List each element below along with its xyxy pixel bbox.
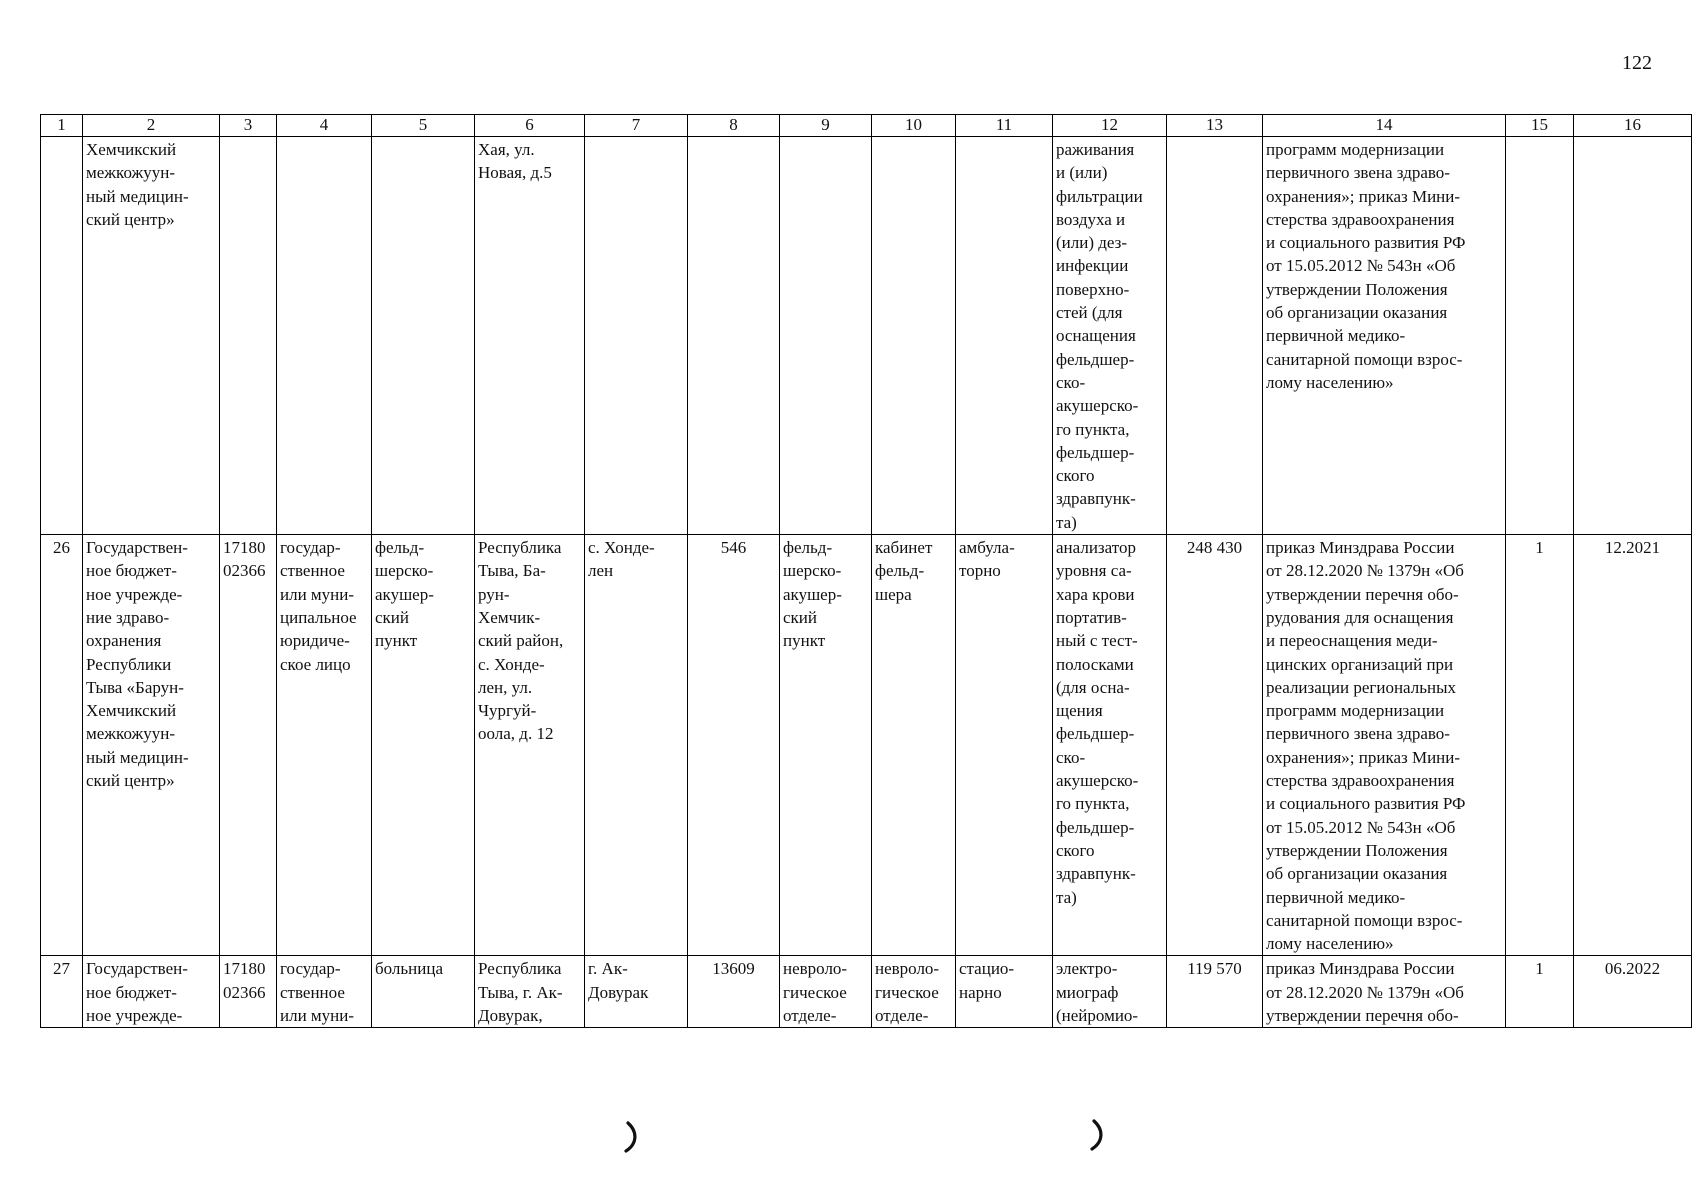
row-number: 27 xyxy=(41,956,83,1028)
column-number: 6 xyxy=(475,115,585,137)
column-number: 2 xyxy=(83,115,220,137)
ink-mark xyxy=(622,1120,642,1154)
date: 12.2021 xyxy=(1574,535,1692,956)
legal-form: государ- ственное или муни- ципальное юридиче- ское лицо xyxy=(277,535,372,956)
column-number: 14 xyxy=(1263,115,1506,137)
legal-form: государ- ственное или муни- xyxy=(277,956,372,1028)
quantity: 1 xyxy=(1506,535,1574,956)
care-condition: стацио- нарно xyxy=(956,956,1053,1028)
column-number: 10 xyxy=(872,115,956,137)
settlement xyxy=(585,137,688,535)
column-number: 1 xyxy=(41,115,83,137)
header-row xyxy=(41,115,1692,137)
column-number: 9 xyxy=(780,115,872,137)
column-number: 3 xyxy=(220,115,277,137)
column-number: 16 xyxy=(1574,115,1692,137)
registry-table xyxy=(40,114,1692,1028)
ink-mark xyxy=(1088,1118,1108,1152)
legal-form xyxy=(277,137,372,535)
settlement: г. Ак- Довурак xyxy=(585,956,688,1028)
column-number: 8 xyxy=(688,115,780,137)
room: невроло- гическое отделе- xyxy=(872,956,956,1028)
column-number: 15 xyxy=(1506,115,1574,137)
legal-basis: программ модернизации первичного звена здраво- охранения»; приказ Мини- стерства здравоохранения и социального развития РФ от 15.05.2012 № 543н «Об утверждении Положения об организации оказания первичной медико- санитарной помощи взрос- лому населению» xyxy=(1263,137,1506,535)
legal-basis: приказ Минздрава России от 28.12.2020 № 1379н «Об утверждении перечня обо- xyxy=(1263,956,1506,1028)
population: 13609 xyxy=(688,956,780,1028)
table-row xyxy=(41,956,1692,1028)
organization-code: 17180 02366 xyxy=(220,956,277,1028)
column-number: 11 xyxy=(956,115,1053,137)
legal-basis: приказ Минздрава России от 28.12.2020 № 1379н «Об утверждении перечня обо- рудования для оснащения и переоснащения меди- цинских организаций при реализации региональных программ модернизации первичного звена здраво- охранения»; приказ Мини- стерства здравоохранения и социального развития РФ от 15.05.2012 № 543н «Об утверждении Положения об организации оказания первичной медико- санитарной помощи взрос- лому населению» xyxy=(1263,535,1506,956)
address: Республика Тыва, Ба- рун- Хемчик- ский район, с. Хонде- лен, ул. Чургуй- оола, д. 12 xyxy=(475,535,585,956)
organization-code: 17180 02366 xyxy=(220,535,277,956)
equipment: электро- миограф (нейромио- xyxy=(1053,956,1167,1028)
unit: фельд- шерско- акушер- ский пункт xyxy=(780,535,872,956)
population: 546 xyxy=(688,535,780,956)
row-number: 26 xyxy=(41,535,83,956)
room: кабинет фельд- шера xyxy=(872,535,956,956)
care-condition xyxy=(956,137,1053,535)
table-row xyxy=(41,535,1692,956)
organization-code xyxy=(220,137,277,535)
quantity: 1 xyxy=(1506,956,1574,1028)
population xyxy=(688,137,780,535)
price xyxy=(1167,137,1263,535)
care-condition: амбула- торно xyxy=(956,535,1053,956)
address: Хая, ул. Новая, д.5 xyxy=(475,137,585,535)
column-number: 5 xyxy=(372,115,475,137)
table-row xyxy=(41,137,1692,535)
settlement: с. Хонде- лен xyxy=(585,535,688,956)
organization-name: Государствен- ное бюджет- ное учрежде- ние здраво- охранения Республики Тыва «Барун- Хемчикский межкожуун- ный медицин- ский центр» xyxy=(83,535,220,956)
unit xyxy=(780,137,872,535)
facility-type xyxy=(372,137,475,535)
equipment: анализатор уровня са- хара крови портатив- ный с тест- полосками (для осна- щения фельдшер- ско- акушерско- го пункта, фельдшер- ского здравпунк- та) xyxy=(1053,535,1167,956)
price: 248 430 xyxy=(1167,535,1263,956)
page-number: 122 xyxy=(1622,52,1652,74)
quantity xyxy=(1506,137,1574,535)
organization-name: Государствен- ное бюджет- ное учрежде- xyxy=(83,956,220,1028)
column-number: 12 xyxy=(1053,115,1167,137)
column-number: 13 xyxy=(1167,115,1263,137)
price: 119 570 xyxy=(1167,956,1263,1028)
column-number: 4 xyxy=(277,115,372,137)
equipment: раживания и (или) фильтрации воздуха и (или) дез- инфекции поверхно- стей (для оснащения фельдшер- ско- акушерско- го пункта, фельдшер- ского здравпунк- та) xyxy=(1053,137,1167,535)
facility-type: больница xyxy=(372,956,475,1028)
facility-type: фельд- шерско- акушер- ский пункт xyxy=(372,535,475,956)
date xyxy=(1574,137,1692,535)
room xyxy=(872,137,956,535)
address: Республика Тыва, г. Ак- Довурак, xyxy=(475,956,585,1028)
row-number xyxy=(41,137,83,535)
unit: невроло- гическое отделе- xyxy=(780,956,872,1028)
date: 06.2022 xyxy=(1574,956,1692,1028)
column-number: 7 xyxy=(585,115,688,137)
organization-name: Хемчикский межкожуун- ный медицин- ский центр» xyxy=(83,137,220,535)
